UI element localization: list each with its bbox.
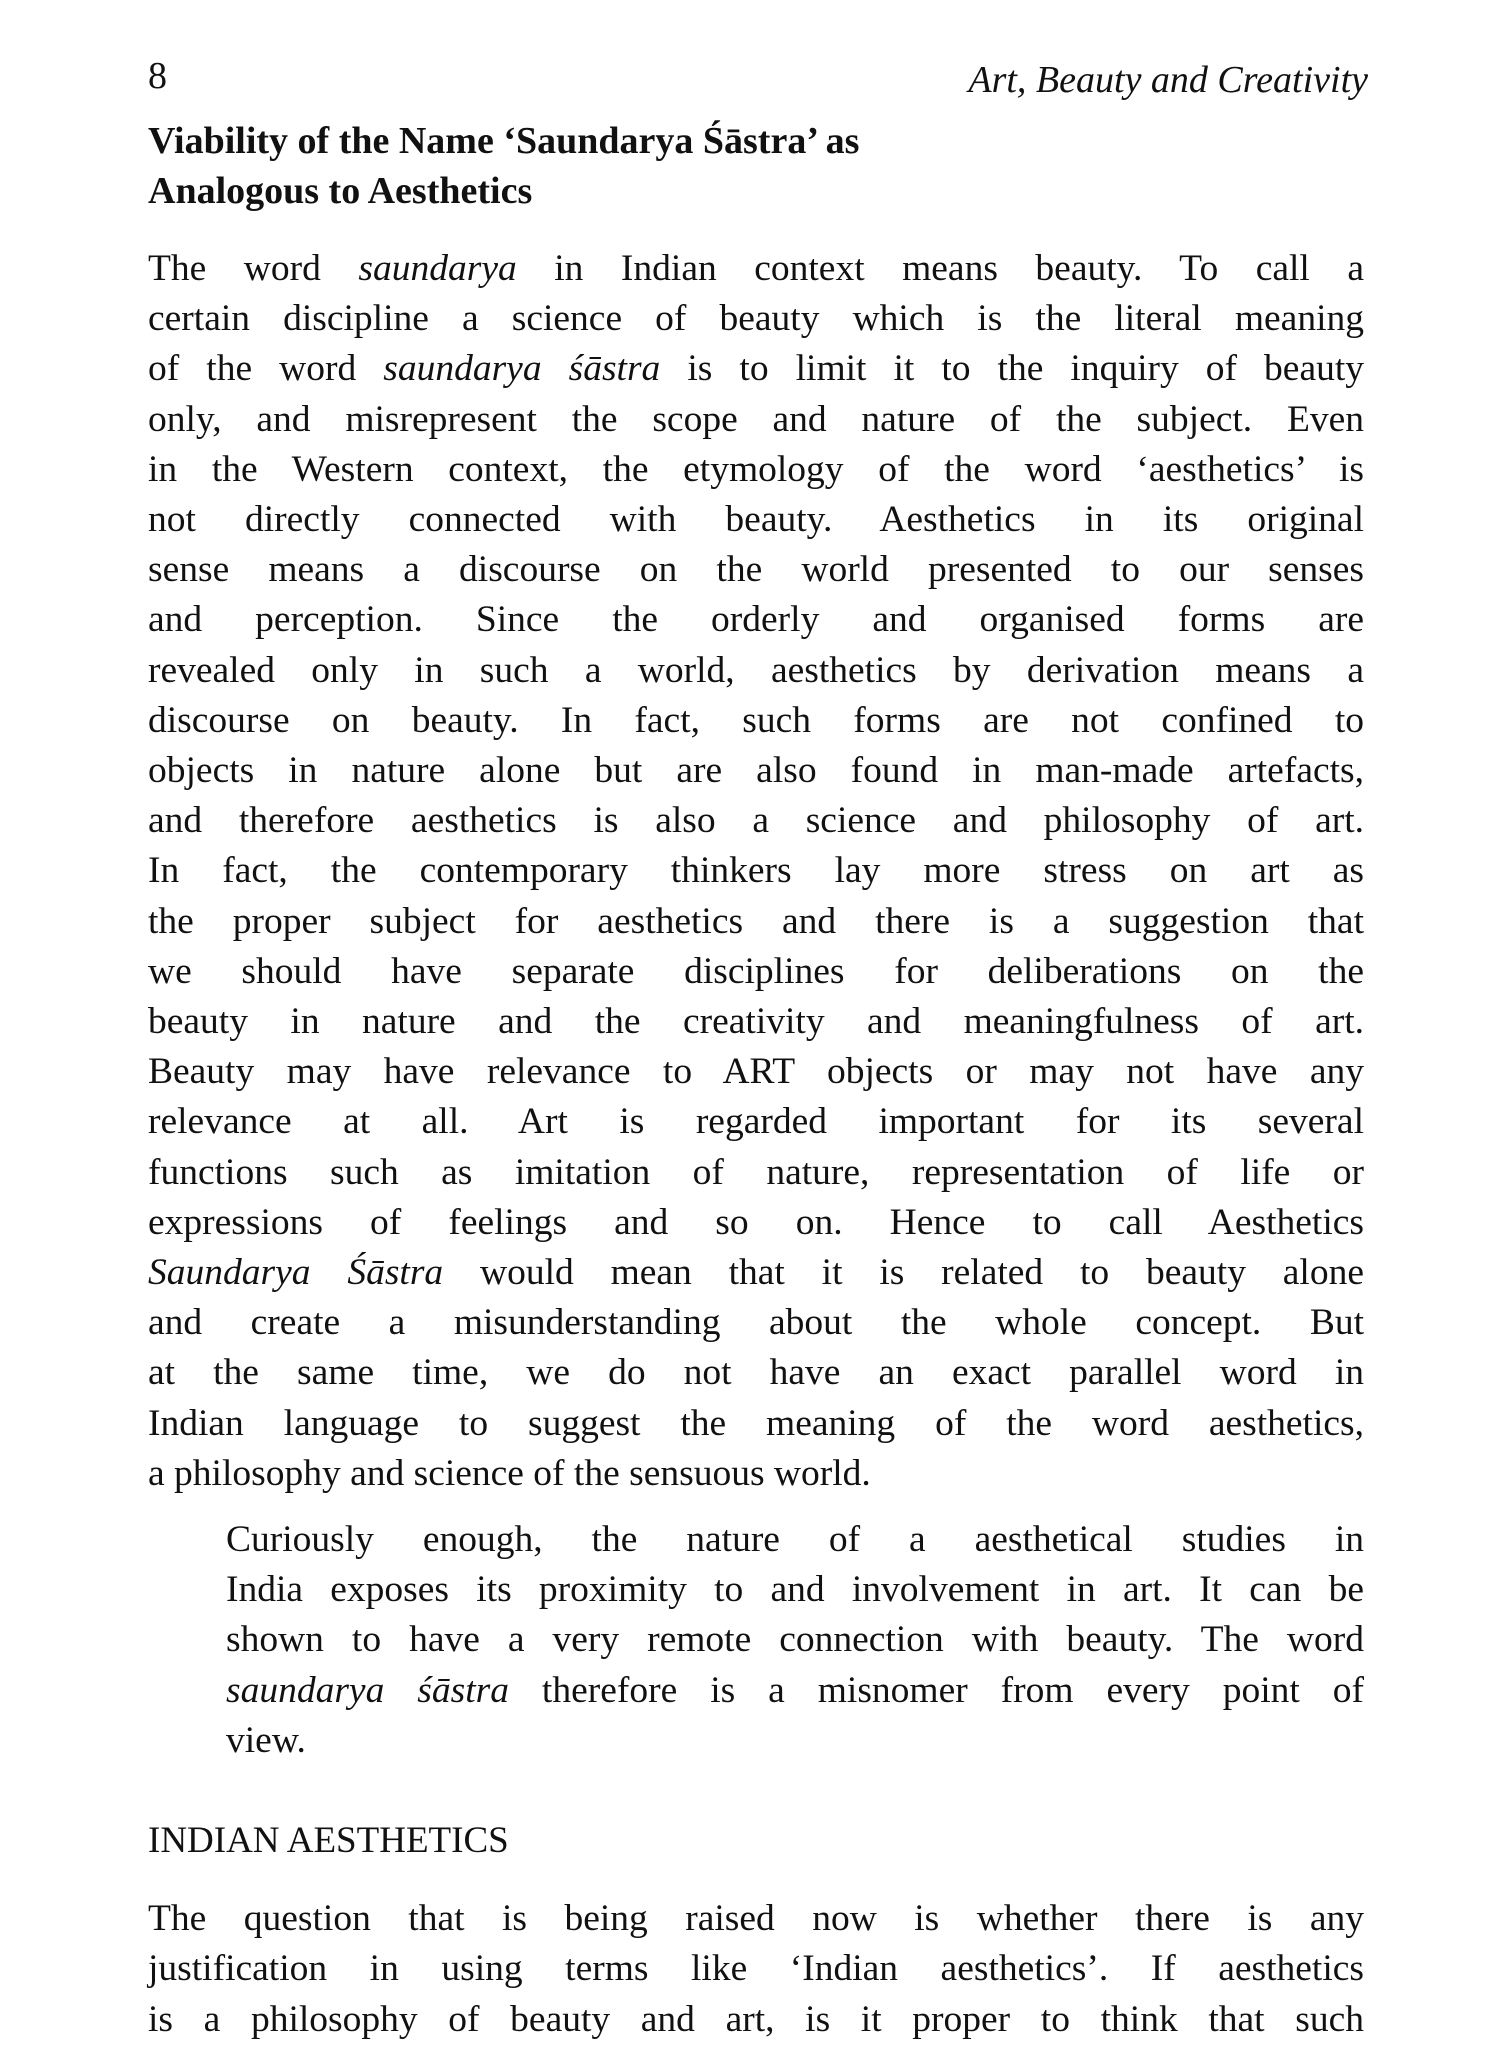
italic-term: saundarya śāstra	[226, 1669, 509, 1711]
text-line: Beauty may have relevance to ART objects or may not have any	[148, 1051, 1364, 1093]
text-line: not directly connected with beauty. Aesthetics in its original	[148, 499, 1364, 541]
text-line: objects in nature alone but are also found in man-made artefacts,	[148, 750, 1364, 792]
text-line: we should have separate disciplines for deliberations on the	[148, 950, 1364, 992]
text-line: saundarya śāstra therefore is a misnomer from every point of	[226, 1669, 1365, 1711]
text-line: and therefore aesthetics is also a science and philosophy of art.	[148, 800, 1364, 842]
section-heading	[148, 116, 1128, 216]
text-line: certain discipline a science of beauty which is the literal meaning	[148, 298, 1364, 340]
text-line: expressions of feelings and so on. Hence to call Aesthetics	[148, 1201, 1364, 1243]
text-line: functions such as imitation of nature, representation of life or	[148, 1151, 1364, 1193]
text-line: a philosophy and science of the sensuous world.	[148, 1452, 871, 1494]
text-line: revealed only in such a world, aesthetics by derivation means a	[148, 649, 1364, 691]
paragraph-saundarya-meaning	[148, 244, 1364, 1499]
running-head	[148, 48, 1368, 110]
text-line: justification in using terms like ‘Indian aesthetics’. If aesthetics	[148, 1948, 1364, 1990]
text-line: is a philosophy of beauty and art, is it proper to think that such	[148, 1998, 1364, 2040]
text-line: Indian language to suggest the meaning of the word aesthetics,	[148, 1402, 1364, 1444]
text-line: of the word saundarya śāstra is to limit it to the inquiry of beauty	[148, 348, 1365, 390]
text-line: in the Western context, the etymology of the word ‘aesthetics’ is	[148, 448, 1364, 490]
text-line: discourse on beauty. In fact, such forms are not confined to	[148, 699, 1364, 741]
paragraph-justification-question	[148, 1894, 1364, 2045]
text-line: The word saundarya in Indian context means beauty. To call a	[148, 248, 1364, 289]
text-line: the proper subject for aesthetics and there is a suggestion that	[148, 900, 1364, 942]
italic-term: Saundarya Śāstra	[148, 1252, 444, 1294]
page-number: 8	[148, 55, 167, 97]
paragraph-misnomer	[148, 1515, 1364, 1766]
text-line: beauty in nature and the creativity and meaningfulness of art.	[148, 1001, 1364, 1043]
text-line: shown to have a very remote connection with beauty. The word	[226, 1619, 1364, 1661]
book-page	[148, 48, 1368, 2045]
italic-term: saundarya	[358, 248, 517, 289]
text-line: view.	[226, 1719, 306, 1761]
italic-term: saundarya śāstra	[383, 348, 661, 390]
text-line: In fact, the contemporary thinkers lay more stress on art as	[148, 850, 1364, 892]
text-line: Saundarya Śāstra would mean that it is related to beauty alone	[148, 1252, 1364, 1294]
text-line: only, and misrepresent the scope and nature of the subject. Even	[148, 398, 1364, 440]
text-line: relevance at all. Art is regarded important for its several	[148, 1101, 1364, 1143]
text-line: The question that is being raised now is whether there is any	[148, 1898, 1364, 1940]
text-line: and perception. Since the orderly and organised forms are	[148, 599, 1364, 641]
section-heading-line-2: Analogous to Aesthetics	[148, 170, 533, 212]
book-title: Art, Beauty and Creativity	[968, 59, 1368, 101]
section-heading-line-1: Viability of the Name ‘Saundarya Śāstra’ as	[148, 120, 860, 162]
text-line: Curiously enough, the nature of a aesthetical studies in	[226, 1519, 1364, 1561]
text-line: and create a misunderstanding about the whole concept. But	[148, 1302, 1364, 1344]
text-line: India exposes its proximity to and involvement in art. It can be	[226, 1569, 1364, 1611]
text-line: at the same time, we do not have an exact parallel word in	[148, 1352, 1364, 1394]
subheading-indian-aesthetics: INDIAN AESTHETICS	[148, 1820, 509, 1862]
text-line: sense means a discourse on the world presented to our senses	[148, 549, 1364, 591]
